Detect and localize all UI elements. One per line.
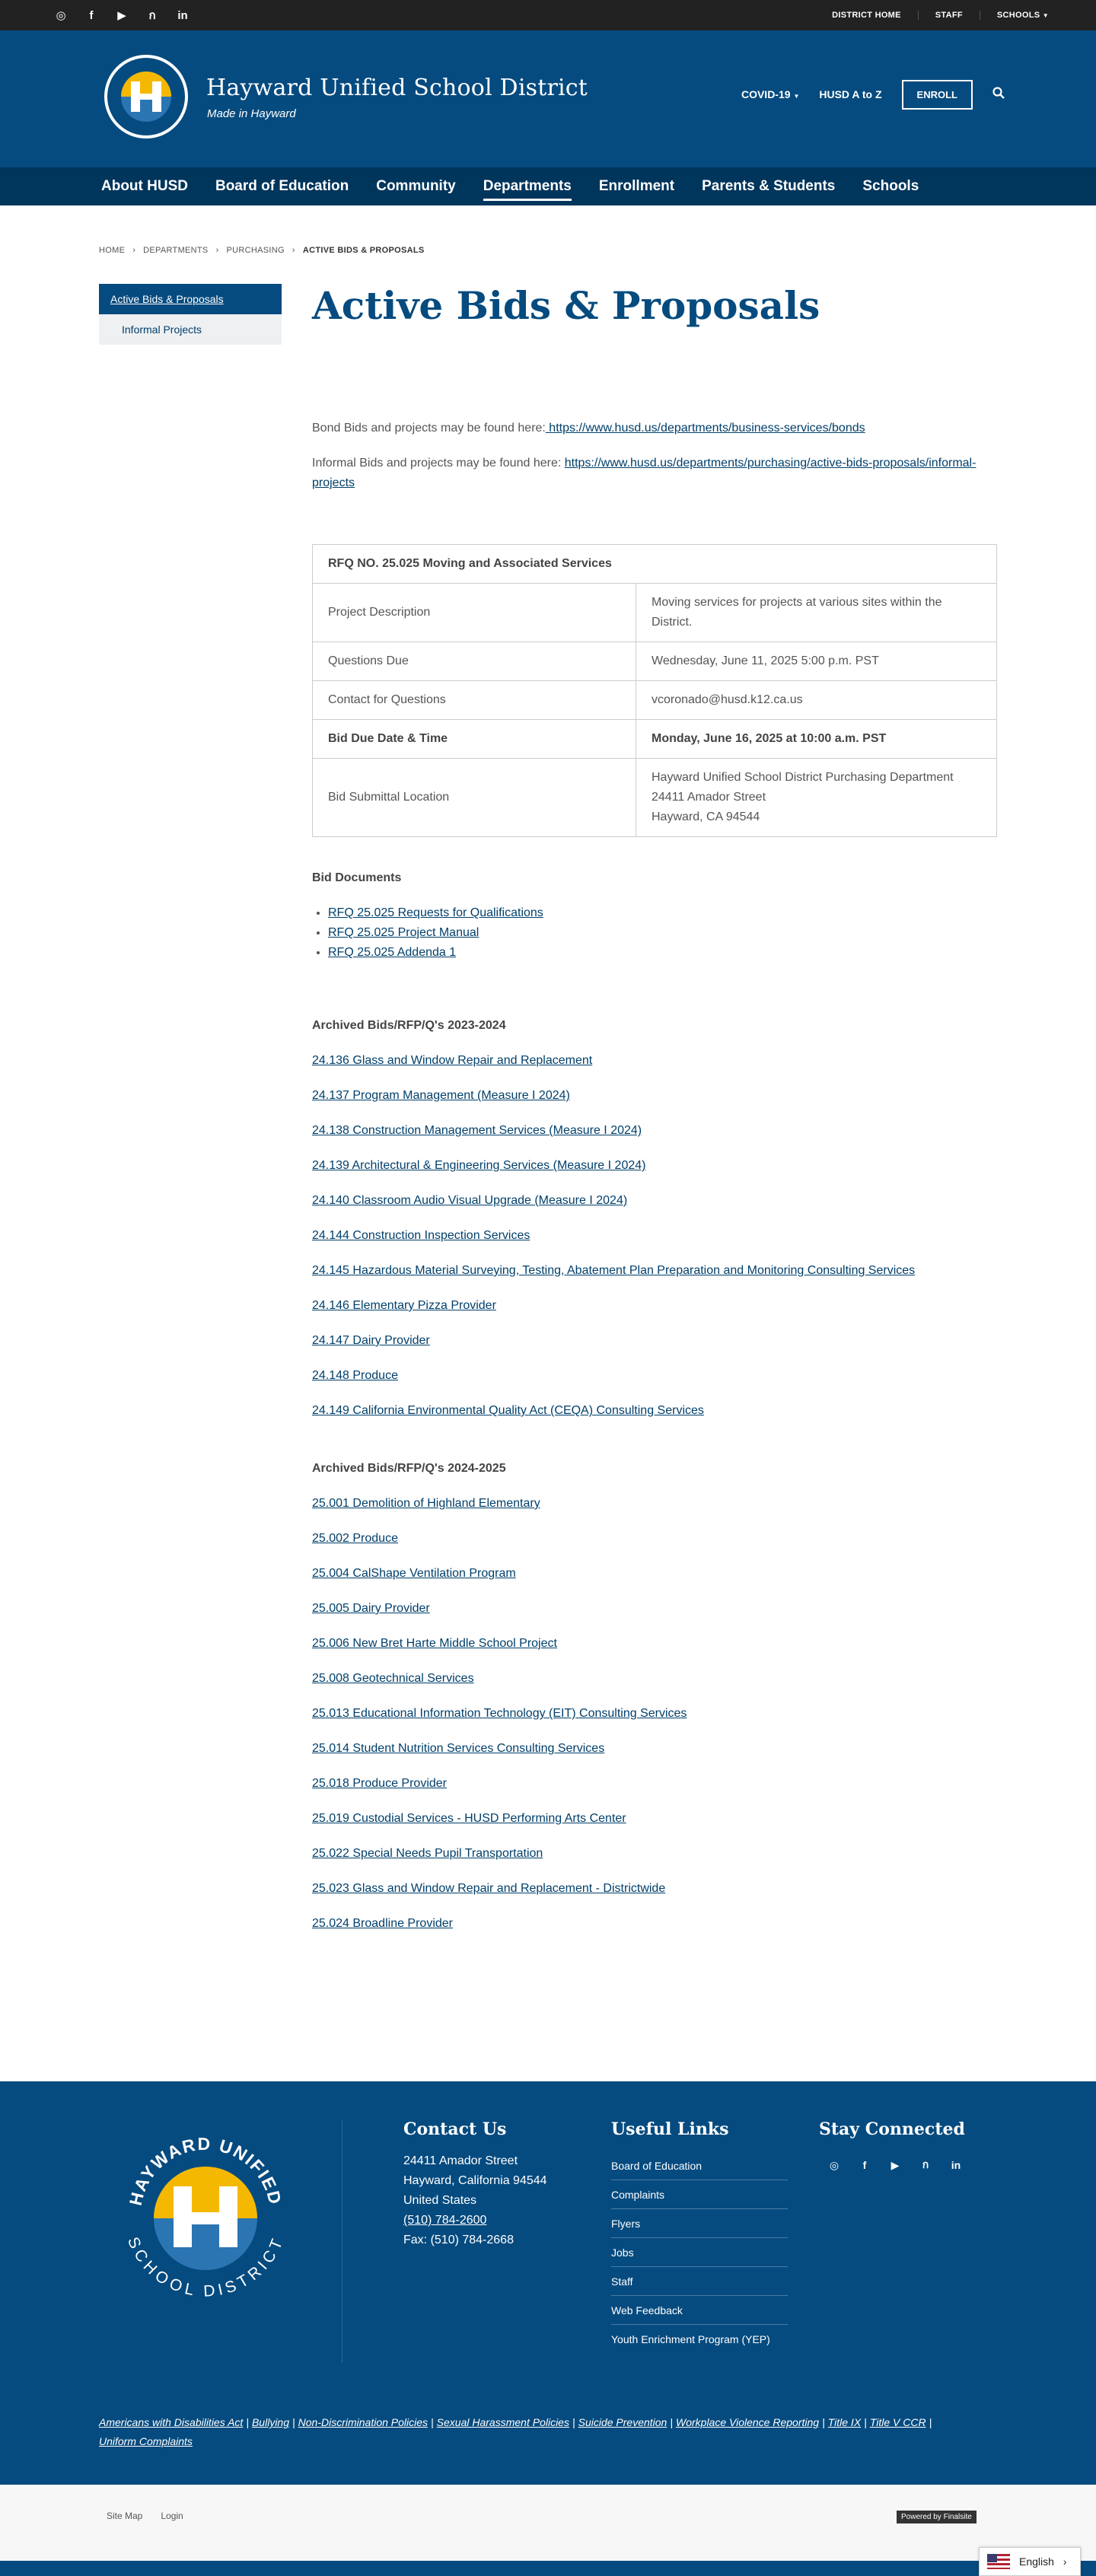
footer-address-line: 24411 Amador Street — [403, 2154, 518, 2167]
utility-social-links — [46, 0, 198, 30]
location-line: 24411 Amador Street — [652, 791, 766, 804]
bid-documents-heading: Bid Documents — [312, 871, 402, 884]
site-tagline: Made in Hayward — [207, 107, 296, 120]
utility-links — [815, 0, 1066, 30]
policy-link[interactable]: Workplace Violence Reporting — [676, 2416, 820, 2428]
main-content — [312, 419, 997, 1949]
rfq-location — [636, 759, 997, 837]
header-actions — [741, 79, 1005, 110]
breadcrumb-departments[interactable]: DEPARTMENTS — [143, 246, 209, 255]
bond-link[interactable]: https://www.husd.us/departments/business-services/bonds — [545, 422, 865, 435]
bottom-links — [107, 2511, 183, 2521]
footer-policy-links: Americans with Disabilities Act | Bullying | Non-Discrimination Policies | Sexual Harassment Policies | Suicide Prevention | Workplace Violence Reporting | Title IX | Title V CCR | Uniform Complaints — [99, 2416, 932, 2447]
breadcrumb — [99, 246, 425, 255]
subnav-active-bids[interactable] — [99, 284, 282, 314]
footer-link[interactable]: Board of Education — [611, 2151, 788, 2180]
rfq-table — [312, 544, 997, 837]
policy-link[interactable]: Americans with Disabilities Act — [99, 2416, 244, 2428]
nav-departments[interactable]: Departments — [470, 167, 585, 205]
covid-menu-label: COVID-19 — [741, 88, 791, 100]
breadcrumb-home[interactable]: HOME — [99, 246, 126, 255]
policy-link[interactable]: Title V CCR — [869, 2416, 926, 2428]
youtube-icon[interactable]: ▶ — [117, 9, 126, 22]
bid-document-link[interactable]: RFQ 25.025 Requests for Qualifications — [328, 906, 543, 919]
breadcrumb-current: ACTIVE BIDS & PROPOSALS — [302, 246, 425, 255]
archive-link[interactable]: 24.148 Produce — [312, 1369, 398, 1382]
linkedin-icon[interactable]: in — [951, 2159, 961, 2171]
chevron-right-icon: › — [132, 246, 136, 255]
archive-link[interactable]: 24.149 California Environmental Quality Act (CEQA) Consulting Services — [312, 1404, 704, 1417]
policy-link[interactable]: Uniform Complaints — [99, 2435, 193, 2447]
archive-link[interactable]: 25.005 Dairy Provider — [312, 1602, 430, 1615]
nav-about-husd[interactable]: About HUSD — [101, 178, 188, 194]
district-home-link[interactable]: DISTRICT HOME — [832, 11, 901, 20]
footer-link[interactable]: Staff — [611, 2267, 788, 2296]
archive-link[interactable]: 24.147 Dairy Provider — [312, 1334, 430, 1347]
login-link[interactable]: Login — [161, 2511, 183, 2521]
footer-contact — [403, 2119, 547, 2250]
table-row — [313, 759, 997, 837]
language-label: English — [1019, 2555, 1054, 2568]
archive-link[interactable]: 25.023 Glass and Window Repair and Replacement - Districtwide — [312, 1882, 666, 1895]
footer-link[interactable]: Youth Enrichment Program (YEP) — [611, 2333, 770, 2345]
instagram-icon[interactable]: ◎ — [56, 9, 66, 22]
footer-links-title: Useful Links — [611, 2119, 729, 2139]
utility-bar — [0, 0, 1096, 30]
bid-documents-list — [328, 903, 997, 963]
archive-heading: Archived Bids/RFP/Q's 2023-2024 — [312, 1019, 506, 1032]
nav-parents-students[interactable]: Parents & Students — [702, 178, 836, 194]
chevron-right-icon: › — [1063, 2555, 1067, 2568]
site-footer — [0, 2081, 1096, 2485]
facebook-icon[interactable]: f — [89, 8, 94, 22]
rfq-contact-email[interactable]: vcoronado@husd.k12.ca.us — [636, 681, 997, 720]
archive-link[interactable]: 24.145 Hazardous Material Surveying, Testing, Abatement Plan Preparation and Monitoring Consulting Services — [312, 1264, 916, 1277]
archive-link[interactable]: 24.140 Classroom Audio Visual Upgrade (Measure I 2024) — [312, 1194, 628, 1207]
subnav-active-bids-label: Active Bids & Proposals — [110, 293, 224, 305]
policy-link[interactable]: Title IX — [827, 2416, 862, 2428]
bond-text: Bond Bids and projects may be found here: — [312, 422, 546, 435]
nav-community[interactable]: Community — [376, 178, 456, 194]
chevron-right-icon: › — [215, 246, 219, 255]
rfq-value: Monday, June 16, 2025 at 10:00 a.m. PST — [636, 720, 997, 759]
schools-link-label: SCHOOLS — [996, 11, 1040, 20]
rfq-label: Contact for Questions — [313, 681, 636, 720]
rfq-label: Project Description — [313, 584, 636, 642]
informal-link[interactable]: https://www.husd.us/departments/purchasing/active-bids-proposals/informal-projects — [312, 457, 977, 489]
chevron-right-icon: › — [292, 246, 295, 255]
footer-social — [819, 2119, 971, 2179]
footer-address-line: Hayward, California 94544 — [403, 2174, 547, 2187]
language-selector[interactable] — [979, 2547, 1081, 2576]
policy-link[interactable]: Non-Discrimination Policies — [298, 2416, 429, 2428]
list-item — [328, 923, 997, 943]
footer-social-icons — [819, 2151, 971, 2179]
archive-link[interactable]: 25.024 Broadline Provider — [312, 1917, 454, 1930]
footer-logo-text-bottom: SCHOOL DISTRICT — [123, 2234, 288, 2301]
footer-country: United States — [403, 2194, 477, 2207]
archive-link[interactable]: 25.004 CalShape Ventilation Program — [312, 1567, 516, 1580]
nav-enrollment[interactable]: Enrollment — [598, 178, 675, 194]
informal-paragraph — [312, 454, 997, 493]
us-flag-icon — [987, 2554, 1010, 2569]
rfq-value: Wednesday, June 11, 2025 5:00 p.m. PST — [636, 642, 997, 681]
enroll-button[interactable]: ENROLL — [902, 80, 973, 110]
powered-by-badge[interactable]: Powered by Finalsite — [897, 2511, 977, 2523]
footer-useful-links — [611, 2119, 788, 2353]
location-line: Hayward Unified School District Purchasing Department — [652, 771, 954, 784]
breadcrumb-purchasing[interactable]: PURCHASING — [226, 246, 285, 255]
archive-link[interactable]: 25.013 Educational Information Technology (EIT) Consulting Services — [312, 1707, 687, 1720]
rfq-label: Questions Due — [313, 642, 636, 681]
section-subnav — [99, 284, 282, 345]
search-icon[interactable] — [992, 87, 1005, 103]
linkedin-icon[interactable]: in — [177, 8, 188, 22]
rfq-label: Bid Submittal Location — [313, 759, 636, 837]
footer-logo-text-top: HAYWARD UNIFIED — [125, 2133, 286, 2208]
policy-link[interactable]: Suicide Prevention — [578, 2416, 667, 2428]
list-item — [328, 903, 997, 923]
table-row — [313, 681, 997, 720]
rfq-value: Moving services for projects at various sites within the District. — [636, 584, 997, 642]
policy-link[interactable]: Sexual Harassment Policies — [436, 2416, 569, 2428]
bond-paragraph — [312, 419, 997, 438]
site-title[interactable]: Hayward Unified School District — [206, 75, 588, 101]
archive-link[interactable]: 25.006 New Bret Harte Middle School Project — [312, 1637, 557, 1650]
subnav-informal-projects[interactable]: Informal Projects — [99, 314, 282, 345]
footer-district-logo[interactable] — [118, 2127, 293, 2302]
archive-link[interactable]: 24.138 Construction Management Services (Measure I 2024) — [312, 1124, 642, 1137]
archive-link[interactable]: 25.001 Demolition of Highland Elementary — [312, 1497, 540, 1510]
footer-link[interactable]: Jobs — [611, 2238, 788, 2267]
a-to-z-link[interactable]: HUSD A to Z — [819, 88, 882, 100]
schools-link[interactable] — [980, 11, 1066, 20]
footer-link[interactable]: Flyers — [611, 2209, 788, 2238]
page-title: Active Bids & Proposals — [312, 283, 820, 328]
main-navigation — [0, 167, 1096, 205]
archive-link[interactable]: 25.019 Custodial Services - HUSD Performing Arts Center — [312, 1812, 626, 1825]
archive-link[interactable]: 24.146 Elementary Pizza Provider — [312, 1299, 496, 1312]
facebook-icon[interactable]: f — [862, 2159, 867, 2171]
location-line: Hayward, CA 94544 — [652, 810, 760, 823]
footer-social-title: Stay Connected — [819, 2119, 965, 2139]
archive-link[interactable]: 25.002 Produce — [312, 1532, 398, 1545]
table-row — [313, 642, 997, 681]
youtube-icon[interactable]: ▶ — [890, 2158, 900, 2171]
rfq-label: Bid Due Date & Time — [313, 720, 636, 759]
archive-link[interactable]: 25.018 Produce Provider — [312, 1777, 447, 1790]
archive-2023-2024 — [312, 1016, 997, 1421]
finalsite-icon[interactable]: ก — [148, 9, 156, 22]
archive-link[interactable]: 24.144 Construction Inspection Services — [312, 1229, 530, 1242]
archive-link[interactable]: 25.022 Special Needs Pupil Transportation — [312, 1847, 543, 1860]
instagram-icon[interactable]: ◎ — [829, 2158, 840, 2171]
table-row — [313, 584, 997, 642]
base-strip — [0, 2561, 1096, 2576]
staff-link[interactable]: STAFF — [918, 11, 980, 20]
archive-link[interactable]: 24.137 Program Management (Measure I 2024) — [312, 1089, 570, 1102]
footer-fax: Fax: (510) 784-2668 — [403, 2234, 514, 2246]
bid-document-link[interactable]: RFQ 25.025 Project Manual — [328, 926, 480, 939]
bottom-bar — [0, 2485, 1096, 2561]
list-item — [328, 943, 997, 963]
archive-link[interactable]: 25.014 Student Nutrition Services Consulting Services — [312, 1742, 605, 1755]
district-logo[interactable] — [104, 54, 189, 139]
archive-link[interactable]: 24.139 Architectural & Engineering Services (Measure I 2024) — [312, 1159, 646, 1172]
site-header — [0, 30, 1096, 167]
nav-board-of-education[interactable]: Board of Education — [215, 178, 349, 194]
caret-down-icon: ▼ — [1042, 12, 1049, 19]
informal-text: Informal Bids and projects may be found here: — [312, 457, 565, 470]
footer-phone-link[interactable]: (510) 784-2600 — [403, 2214, 487, 2227]
footer-link[interactable]: Web Feedback — [611, 2296, 788, 2325]
caret-down-icon: ▼ — [793, 93, 800, 100]
rfq-title: RFQ NO. 25.025 Moving and Associated Services — [313, 545, 997, 584]
table-row — [313, 720, 997, 759]
footer-contact-title: Contact Us — [403, 2119, 507, 2139]
archive-heading: Archived Bids/RFP/Q's 2024-2025 — [312, 1462, 506, 1475]
policy-link[interactable]: Bullying — [251, 2416, 289, 2428]
footer-link[interactable]: Complaints — [611, 2180, 788, 2209]
table-row — [313, 545, 997, 584]
archive-link[interactable]: 24.136 Glass and Window Repair and Replacement — [312, 1054, 593, 1067]
archive-2024-2025 — [312, 1459, 997, 1934]
finalsite-icon[interactable]: ก — [922, 2158, 929, 2170]
bid-document-link[interactable]: RFQ 25.025 Addenda 1 — [328, 946, 457, 959]
site-map-link[interactable]: Site Map — [107, 2511, 143, 2521]
archive-link[interactable]: 25.008 Geotechnical Services — [312, 1672, 474, 1685]
nav-schools[interactable]: Schools — [862, 178, 919, 194]
covid-menu[interactable] — [741, 88, 799, 100]
